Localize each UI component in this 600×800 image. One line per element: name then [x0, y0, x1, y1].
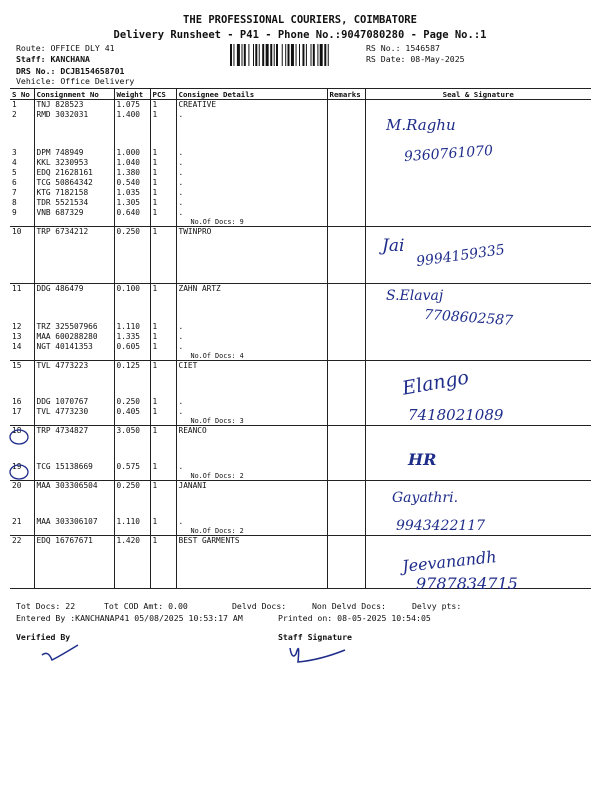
cell-remarks	[327, 148, 365, 158]
cell-consignment-no: VNB 687329	[34, 208, 114, 218]
group-summary-cell	[327, 275, 365, 284]
cell-consignment-no: DDG 486479	[34, 284, 114, 322]
cell-sno: 19	[10, 462, 34, 472]
cell-consignment-no: MAA 600288280	[34, 332, 114, 342]
cell-pcs: 1	[150, 178, 176, 188]
group-summary-cell	[327, 417, 365, 426]
verified-by-label: Verified By	[16, 632, 71, 642]
group-summary-cell	[365, 472, 591, 481]
cell-seal-signature	[365, 361, 591, 400]
cell-remarks	[327, 481, 365, 517]
group-summary-row	[10, 352, 591, 361]
cell-consignee: .	[176, 462, 327, 472]
group-summary-cell	[150, 580, 176, 589]
table-row	[10, 361, 591, 397]
cell-sno: 16	[10, 397, 34, 407]
barcode-bar	[237, 44, 240, 66]
cell-remarks	[327, 397, 365, 407]
cell-remarks	[327, 110, 365, 148]
group-summary-cell	[150, 275, 176, 284]
cell-pcs: 1	[150, 110, 176, 148]
group-summary-cell	[327, 472, 365, 481]
printed-on: Printed on: 08-05-2025 10:54:05	[278, 613, 431, 623]
group-summary-cell	[114, 527, 150, 536]
signature-best-garments: Jeevanandh	[401, 547, 498, 576]
cell-remarks	[327, 208, 365, 218]
cell-weight: 1.400	[114, 110, 150, 148]
cell-weight: 1.000	[114, 148, 150, 158]
cell-remarks	[327, 332, 365, 342]
col-pcs: PCS	[150, 89, 176, 100]
cell-weight: 1.110	[114, 517, 150, 527]
cell-consignment-no: TNJ 828523	[34, 100, 114, 110]
cell-consignment-no: KTG 7182158	[34, 188, 114, 198]
cell-consignee: .	[176, 148, 327, 158]
col-weight: Weight	[114, 89, 150, 100]
group-summary-row	[10, 275, 591, 284]
group-summary-cell	[365, 218, 591, 227]
cell-consignment-no: EDQ 21628161	[34, 168, 114, 178]
phone-zahn-artz: 7708602587	[423, 306, 514, 330]
cell-sno: 6	[10, 178, 34, 188]
cell-weight: 3.050	[114, 426, 150, 462]
signature-zahn-artz: S.Elavaj	[386, 288, 444, 304]
group-summary-cell	[34, 527, 114, 536]
cell-sno: 3	[10, 148, 34, 158]
cell-consignment-no: TRP 4734827	[34, 426, 114, 462]
group-summary-cell	[114, 472, 150, 481]
cell-remarks	[327, 100, 365, 110]
barcode-bar	[233, 44, 234, 66]
cell-seal-signature	[365, 426, 591, 462]
cell-sno: 12	[10, 322, 34, 332]
table-row	[10, 462, 591, 472]
cell-weight: 1.335	[114, 332, 150, 342]
table-row	[10, 342, 591, 352]
phone-twinpro: 9994159335	[415, 241, 506, 271]
no-of-docs: No.Of Docs: 3	[176, 417, 327, 426]
cell-remarks	[327, 227, 365, 275]
cell-weight: 0.575	[114, 462, 150, 472]
drs-number: DRS No.: DCJB154658701	[16, 66, 125, 76]
cell-sno: 17	[10, 407, 34, 417]
table-row	[10, 148, 591, 158]
group-summary-cell	[10, 275, 34, 284]
cell-pcs: 1	[150, 168, 176, 178]
group-summary-cell	[150, 218, 176, 227]
cell-remarks	[327, 462, 365, 472]
group-summary-cell	[150, 527, 176, 536]
group-summary-row	[10, 472, 591, 481]
rs-number: RS No.: 1546587	[366, 43, 440, 53]
signature-creative: M.Raghu	[386, 116, 456, 134]
cell-sno: 20	[10, 481, 34, 517]
group-summary-cell	[114, 275, 150, 284]
cell-sno: 21	[10, 517, 34, 527]
cell-consignee: JANANI	[176, 481, 327, 517]
signature-ciet: Elango	[400, 366, 471, 400]
staff-signature-label: Staff Signature	[278, 632, 352, 642]
cell-pcs: 1	[150, 208, 176, 218]
cell-sno: 4	[10, 158, 34, 168]
cell-pcs: 1	[150, 342, 176, 352]
table-row	[10, 536, 591, 580]
cell-pcs: 1	[150, 397, 176, 407]
barcode-bar	[324, 44, 326, 66]
barcode-bar	[296, 44, 297, 66]
cell-remarks	[327, 158, 365, 168]
cell-consignee: .	[176, 208, 327, 218]
table-row	[10, 168, 591, 178]
cell-remarks	[327, 198, 365, 208]
cell-weight: 1.305	[114, 198, 150, 208]
cell-sno: 7	[10, 188, 34, 198]
cell-pcs: 1	[150, 517, 176, 527]
table-row	[10, 517, 591, 527]
col-consignment: Consignment No	[34, 89, 114, 100]
barcode-bar	[328, 44, 329, 66]
no-of-docs: No.Of Docs: 9	[176, 218, 327, 227]
cell-sno: 8	[10, 198, 34, 208]
total-cod-amount: Tot COD Amt: 0.00	[104, 601, 188, 611]
table-row	[10, 188, 591, 198]
cell-pcs: 1	[150, 188, 176, 198]
barcode-bar	[262, 44, 264, 66]
table-row	[10, 178, 591, 188]
barcode-bar	[270, 44, 272, 66]
cell-weight: 0.125	[114, 361, 150, 397]
cell-consignment-no: KKL 3230953	[34, 158, 114, 168]
cell-remarks	[327, 178, 365, 188]
cell-remarks	[327, 168, 365, 178]
cell-consignment-no: MAA 303306107	[34, 517, 114, 527]
rs-date: RS Date: 08-May-2025	[366, 54, 465, 64]
barcode-bar	[255, 44, 257, 66]
barcode-bar	[274, 44, 275, 66]
group-summary-cell	[114, 580, 150, 589]
barcode-image	[230, 44, 358, 66]
cell-consignee: .	[176, 517, 327, 527]
cell-consignment-no: DPM 748949	[34, 148, 114, 158]
table-row	[10, 100, 591, 110]
cell-consignee: BEST GARMENTS	[176, 536, 327, 580]
group-summary-cell	[114, 417, 150, 426]
group-summary-row	[10, 218, 591, 227]
cell-remarks	[327, 322, 365, 332]
phone-creative: 9360761070	[403, 142, 494, 166]
cell-consignment-no: DDG 1070767	[34, 397, 114, 407]
cell-weight: 1.110	[114, 322, 150, 332]
cell-remarks	[327, 517, 365, 527]
cell-sno: 11	[10, 284, 34, 322]
cell-consignee: CREATIVE	[176, 100, 327, 110]
cell-consignment-no: TVL 4773223	[34, 361, 114, 397]
group-summary-cell	[365, 275, 591, 284]
delivery-points: Delvy pts:	[412, 601, 462, 611]
no-of-docs	[176, 275, 327, 284]
cell-consignee: .	[176, 322, 327, 332]
table-row	[10, 198, 591, 208]
delivered-docs: Delvd Docs:	[232, 601, 287, 611]
cell-consignment-no: MAA 303306504	[34, 481, 114, 517]
group-summary-cell	[114, 352, 150, 361]
cell-seal-signature	[365, 100, 591, 110]
cell-consignee: REANCO	[176, 426, 327, 462]
no-of-docs: No.Of Docs: 2	[176, 527, 327, 536]
cell-remarks	[327, 361, 365, 397]
cell-weight: 0.100	[114, 284, 150, 322]
table-row	[10, 397, 591, 407]
cell-seal-signature	[365, 462, 591, 472]
cell-remarks	[327, 426, 365, 462]
cell-consignee: ZAHN ARTZ	[176, 284, 327, 322]
cell-weight: 1.040	[114, 158, 150, 168]
group-summary-cell	[34, 352, 114, 361]
cell-pcs: 1	[150, 284, 176, 322]
group-summary-cell	[10, 580, 34, 589]
col-seal-signature: Seal & Signature	[365, 89, 591, 100]
group-summary-cell	[114, 218, 150, 227]
cell-consignee: .	[176, 342, 327, 352]
group-summary-cell	[10, 417, 34, 426]
cell-pcs: 1	[150, 148, 176, 158]
cell-consignee: .	[176, 158, 327, 168]
no-of-docs: No.Of Docs: 4	[176, 352, 327, 361]
cell-seal-signature	[365, 342, 591, 352]
entered-by: Entered By :KANCHANAP41 05/08/2025 10:53:17 AM	[16, 613, 243, 623]
no-of-docs	[176, 580, 327, 589]
table-row	[10, 208, 591, 218]
group-summary-cell	[10, 527, 34, 536]
total-docs: Tot Docs: 22	[16, 601, 76, 611]
group-summary-cell	[327, 218, 365, 227]
cell-pcs: 1	[150, 361, 176, 397]
cell-remarks	[327, 284, 365, 322]
table-row	[10, 407, 591, 417]
table-header-row	[10, 89, 591, 100]
staff-label: Staff: KANCHANA	[16, 54, 90, 64]
cell-pcs: 1	[150, 462, 176, 472]
cell-consignment-no: TDR 5521534	[34, 198, 114, 208]
cell-weight: 0.605	[114, 342, 150, 352]
col-remarks: Remarks	[327, 89, 365, 100]
cell-sno: 9	[10, 208, 34, 218]
cell-pcs: 1	[150, 322, 176, 332]
cell-consignee: .	[176, 397, 327, 407]
cell-seal-signature	[365, 332, 591, 342]
cell-consignment-no: TRP 6734212	[34, 227, 114, 275]
col-sno: S No	[10, 89, 34, 100]
group-summary-cell	[10, 218, 34, 227]
signature-twinpro: Jai	[382, 236, 405, 256]
cell-weight: 1.075	[114, 100, 150, 110]
cell-consignment-no: RMD 3032031	[34, 110, 114, 148]
barcode-bar	[230, 44, 232, 66]
cell-consignment-no: TRZ 325507966	[34, 322, 114, 332]
group-summary-row	[10, 417, 591, 426]
cell-consignee: TWINPRO	[176, 227, 327, 275]
barcode-bar	[248, 44, 249, 66]
cell-sno: 10	[10, 227, 34, 275]
cell-consignee: CIET	[176, 361, 327, 397]
cell-pcs: 1	[150, 426, 176, 462]
cell-weight: 1.380	[114, 168, 150, 178]
group-summary-row	[10, 527, 591, 536]
barcode-bar	[291, 44, 294, 66]
barcode-bar	[288, 44, 290, 66]
barcode-bar	[302, 44, 304, 66]
cell-weight: 0.250	[114, 481, 150, 517]
cell-pcs: 1	[150, 536, 176, 580]
barcode-bar	[259, 44, 260, 66]
cell-pcs: 1	[150, 198, 176, 208]
group-summary-cell	[10, 472, 34, 481]
phone-ciet: 7418021089	[408, 406, 504, 424]
group-summary-cell	[150, 417, 176, 426]
cell-consignee: .	[176, 178, 327, 188]
cell-weight: 1.420	[114, 536, 150, 580]
group-summary-cell	[34, 275, 114, 284]
cell-sno: 13	[10, 332, 34, 342]
table-row	[10, 426, 591, 462]
table-row	[10, 110, 591, 148]
cell-consignment-no: NGT 40141353	[34, 342, 114, 352]
signature-reanco: HR	[408, 450, 437, 469]
cell-pcs: 1	[150, 100, 176, 110]
non-delivered-docs: Non Delvd Docs:	[312, 601, 386, 611]
barcode-bar	[311, 44, 312, 66]
cell-seal-signature	[365, 178, 591, 188]
group-summary-cell	[34, 417, 114, 426]
barcode-bar	[317, 44, 318, 66]
cell-pcs: 1	[150, 481, 176, 517]
cell-consignee: .	[176, 332, 327, 342]
cell-consignee: .	[176, 188, 327, 198]
barcode-bar	[285, 44, 286, 66]
barcode-bar	[266, 44, 269, 66]
cell-seal-signature	[365, 188, 591, 198]
cell-weight: 0.250	[114, 397, 150, 407]
cell-seal-signature	[365, 198, 591, 208]
cell-consignment-no: TVL 4773230	[34, 407, 114, 417]
cell-sno: 15	[10, 361, 34, 397]
barcode-bar	[282, 44, 283, 66]
cell-consignment-no: EDQ 16767671	[34, 536, 114, 580]
cell-weight: 1.035	[114, 188, 150, 198]
cell-consignee: .	[176, 168, 327, 178]
cell-remarks	[327, 342, 365, 352]
cell-sno: 2	[10, 110, 34, 148]
group-summary-cell	[327, 527, 365, 536]
cell-seal-signature	[365, 208, 591, 218]
runsheet-subtitle: Delivery Runsheet - P41 - Phone No.:9047080280 - Page No.:1	[113, 29, 487, 41]
barcode-bar	[253, 44, 254, 66]
cell-sno: 1	[10, 100, 34, 110]
cell-sno: 18	[10, 426, 34, 462]
no-of-docs: No.Of Docs: 2	[176, 472, 327, 481]
group-summary-cell	[34, 218, 114, 227]
table-row	[10, 481, 591, 517]
barcode-bar	[313, 44, 315, 66]
cell-consignment-no: TCG 50864342	[34, 178, 114, 188]
group-summary-cell	[150, 472, 176, 481]
cell-remarks	[327, 536, 365, 580]
route-label: Route: OFFICE DLY 41	[16, 43, 115, 53]
cell-pcs: 1	[150, 227, 176, 275]
cell-consignee: .	[176, 407, 327, 417]
group-summary-cell	[327, 352, 365, 361]
cell-remarks	[327, 407, 365, 417]
cell-pcs: 1	[150, 407, 176, 417]
cell-weight: 0.250	[114, 227, 150, 275]
group-summary-cell	[365, 352, 591, 361]
cell-sno: 5	[10, 168, 34, 178]
table-row	[10, 332, 591, 342]
cell-seal-signature	[365, 168, 591, 178]
cell-sno: 14	[10, 342, 34, 352]
barcode-bar	[244, 44, 246, 66]
group-summary-cell	[150, 352, 176, 361]
cell-pcs: 1	[150, 332, 176, 342]
phone-best-garments: 9787834715	[416, 574, 518, 593]
barcode-bar	[306, 44, 307, 66]
cell-remarks	[327, 188, 365, 198]
barcode-bar	[276, 44, 278, 66]
signature-janani: Gayathri.	[392, 490, 459, 506]
runsheet-table	[10, 88, 591, 589]
cell-pcs: 1	[150, 158, 176, 168]
group-summary-cell	[34, 472, 114, 481]
cell-weight: 0.405	[114, 407, 150, 417]
cell-consignee: .	[176, 198, 327, 208]
vehicle-label: Vehicle: Office Delivery	[16, 76, 135, 86]
cell-consignment-no: TCG 15138669	[34, 462, 114, 472]
cell-consignee: .	[176, 110, 327, 148]
phone-janani: 9943422117	[396, 518, 486, 534]
cell-weight: 0.540	[114, 178, 150, 188]
barcode-bar	[242, 44, 243, 66]
group-summary-cell	[327, 580, 365, 589]
company-title: THE PROFESSIONAL COURIERS, COIMBATORE	[183, 14, 417, 26]
barcode-bar	[299, 44, 300, 66]
col-consignee: Consignee Details	[176, 89, 327, 100]
barcode-bar	[320, 44, 323, 66]
group-summary-cell	[10, 352, 34, 361]
cell-weight: 0.640	[114, 208, 150, 218]
cell-sno: 22	[10, 536, 34, 580]
group-summary-cell	[34, 580, 114, 589]
table-row	[10, 158, 591, 168]
